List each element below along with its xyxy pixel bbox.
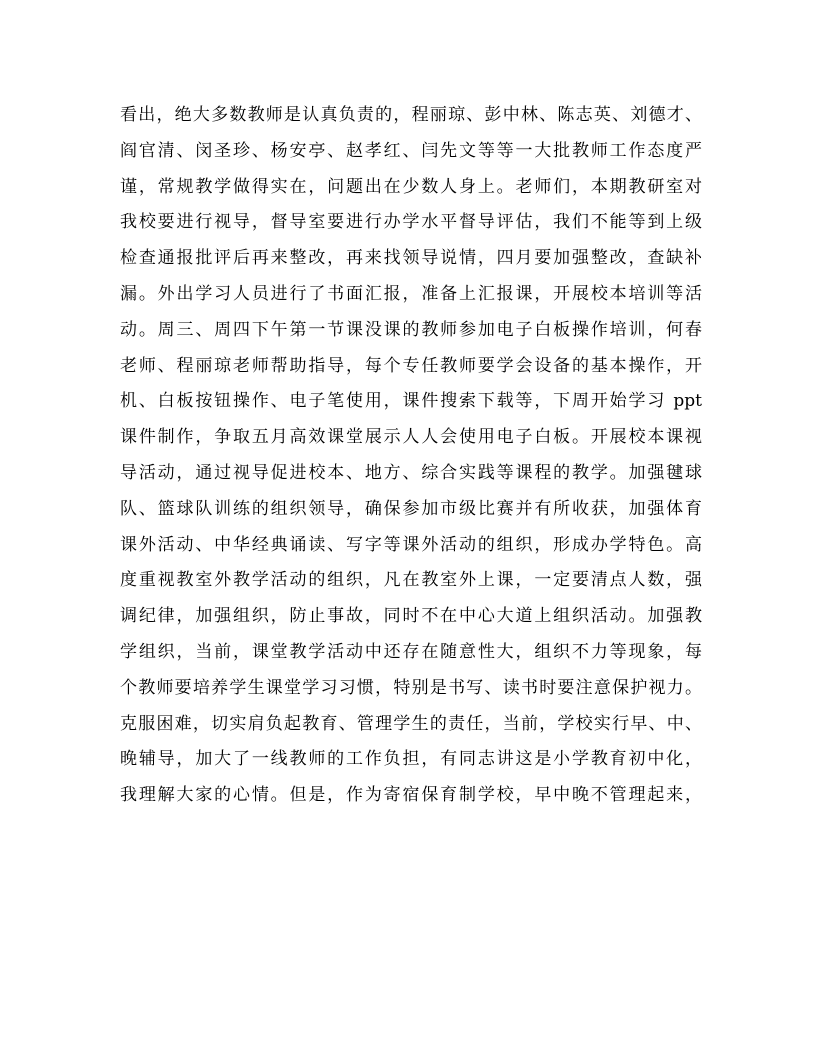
- text-line: 谨，常规教学做得实在，问题出在少数人身上。老师们，本期教研室对: [120, 176, 702, 197]
- text-line: 阎官清、闵圣珍、杨安亭、赵孝红、闫先文等等一大批教师工作态度严: [120, 140, 702, 161]
- text-line: 动。周三、周四下午第一节课没课的教师参加电子白板操作培训，何春: [120, 319, 702, 340]
- text-line: 我理解大家的心情。但是，作为寄宿保育制学校，早中晚不管理起来，: [120, 785, 702, 806]
- text-line: 老师、程丽琼老师帮助指导，每个专任教师要学会设备的基本操作，开: [120, 355, 702, 376]
- body-text: [120, 98, 702, 814]
- text-line: 导活动，通过视导促进校本、地方、综合实践等课程的教学。加强毽球: [120, 462, 702, 483]
- text-line: 晚辅导，加大了一线教师的工作负担，有同志讲这是小学教育初中化，: [120, 749, 702, 770]
- text-line: 机、白板按钮操作、电子笔使用，课件搜索下载等，下周开始学习 ppt: [120, 391, 702, 412]
- text-line: 队、篮球队训练的组织领导，确保参加市级比赛并有所收获，加强体育: [120, 498, 702, 519]
- text-line: 看出，绝大多数教师是认真负责的，程丽琼、彭中林、陈志英、刘德才、: [120, 105, 702, 125]
- text-line: 调纪律，加强组织，防止事故，同时不在中心大道上组织活动。加强教: [120, 606, 702, 627]
- text-line: 克服困难，切实肩负起教育、管理学生的责任，当前，学校实行早、中、: [120, 713, 702, 734]
- text-line: 课件制作，争取五月高效课堂展示人人会使用电子白板。开展校本课视: [120, 427, 702, 448]
- text-line: 我校要进行视导，督导室要进行办学水平督导评估，我们不能等到上级: [120, 212, 702, 233]
- text-line: 度重视教室外教学活动的组织，凡在教室外上课，一定要清点人数，强: [120, 570, 702, 591]
- text-line: 学组织，当前，课堂教学活动中还存在随意性大，组织不力等现象，每: [120, 641, 702, 662]
- text-line: 课外活动、中华经典诵读、写字等课外活动的组织，形成办学特色。高: [120, 534, 702, 555]
- text-line: 检查通报批评后再来整改，再来找领导说情，四月要加强整改，查缺补: [120, 248, 702, 269]
- text-line: 个教师要培养学生课堂学习习惯，特别是书写、读书时要注意保护视力。: [120, 677, 702, 698]
- text-line: 漏。外出学习人员进行了书面汇报，准备上汇报课，开展校本培训等活: [120, 283, 702, 304]
